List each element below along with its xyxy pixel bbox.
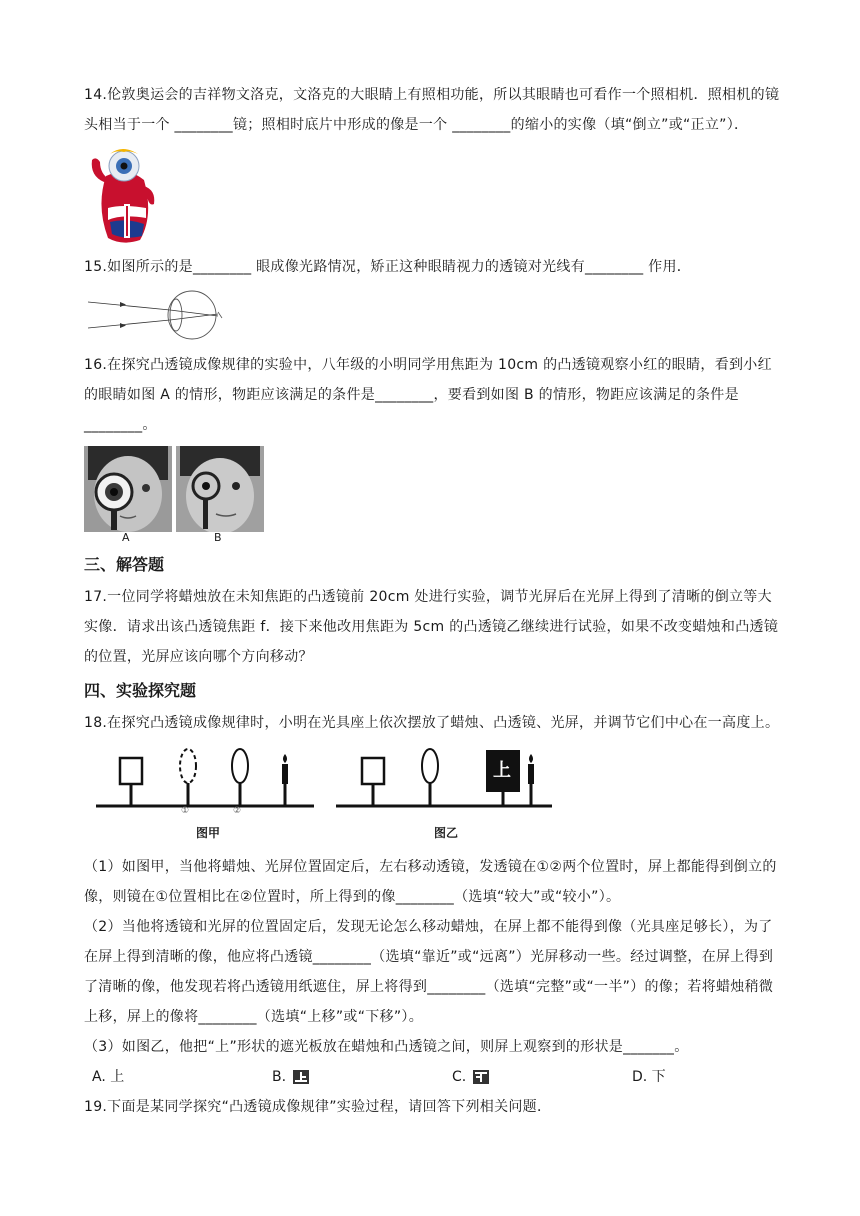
question-19-text: 19.下面是某同学探究“凸透镜成像规律”实验过程，请回答下列相关问题． (84, 1099, 552, 1115)
question-16-text: 16.在探究凸透镜成像规律的实验中，八年级的小明同学用焦距为 10cm 的凸透镜观察小红的眼睛，看到小红的眼睛如图 A 的情形，物距应该满足的条件是________，要看到如图 B 的情形，物距应该满足的条件是________。 (84, 357, 772, 433)
photo-b (176, 446, 264, 546)
figure-jia-label: 图甲 (196, 826, 221, 840)
photo-a-label: A (122, 531, 130, 544)
question-18-sub1: （1）如图甲，当他将蜡烛、光屏位置固定后，左右移动透镜，发透镜在①②两个位置时，屏上都能得到倒立的像，则镜在①位置相比在②位置时，所上得到的像________（选填“较大”或“较小”）。 (84, 859, 777, 905)
option-a[interactable] (92, 1062, 272, 1092)
question-18-sub2: （2）当他将透镜和光屏的位置固定后，发现无论怎么移动蜡烛，在屏上都不能得到像（光具座足够长），为了在屏上得到清晰的像，他应将凸透镜________（选填“靠近”或“远离”）光屏移动一些。经过调整，在屏上得到了清晰的像，他发现若将凸透镜用纸遮住，屏上将得到________（选填“完整”或“一半”）的像；若将蜡烛稍微上移，屏上的像将________（选填“上移”或“下移”）。 (84, 919, 774, 1025)
section-4-heading: 四、实验探究题 (84, 681, 197, 700)
option-b-label: B. (272, 1069, 287, 1085)
magnifier-photos (84, 446, 264, 546)
question-17-text: 17.一位同学将蜡烛放在未知焦距的凸透镜前 20cm 处进行实验，调节光屏后在光屏上得到了清晰的倒立等大实像．请求出该凸透镜焦距 f．接下来他改用焦距为 5cm 的凸透镜乙继续进行试验，如果不改变蜡烛和凸透镜的位置，光屏应该向哪个方向移动？ (84, 589, 779, 665)
eye-ray-diagram (86, 288, 224, 342)
option-c-glyph-icon (473, 1070, 489, 1084)
option-c-label: C. (452, 1069, 467, 1085)
photo-b-label: B (214, 531, 222, 544)
mascot-figure (86, 146, 158, 246)
question-18-text: 18.在探究凸透镜成像规律时，小明在光具座上依次摆放了蜡烛、凸透镜、光屏，并调节它们中心在一高度上。 (84, 715, 780, 731)
option-d[interactable] (632, 1062, 732, 1092)
answer-options (92, 1062, 732, 1092)
question-15-text: 15.如图所示的是________ 眼成像光路情况，矫正这种眼睛视力的透镜对光线有________ 作用． (84, 259, 692, 275)
question-14-text: 14.伦敦奥运会的吉祥物文洛克，文洛克的大眼睛上有照相功能，所以其眼睛也可看作一个照相机．照相机的镜头相当于一个 ________镜；照相时底片中形成的像是一个 ________的缩小的实像（填“倒立”或“正立”）． (84, 87, 780, 133)
option-a-label: A. 上 (92, 1069, 125, 1085)
position-mark-2: ② (233, 806, 242, 816)
section-3-heading: 三、解答题 (84, 555, 165, 574)
option-c[interactable] (452, 1062, 632, 1092)
option-b[interactable] (272, 1062, 452, 1092)
position-mark-1: ① (181, 806, 190, 816)
optical-bench-figure (90, 746, 556, 848)
option-b-glyph-icon (293, 1070, 309, 1084)
option-d-label: D. 下 (632, 1069, 666, 1085)
shading-board-char: 上 (493, 760, 511, 781)
question-18-sub3: （3）如图乙，他把“上”形状的遮光板放在蜡烛和凸透镜之间，则屏上观察到的形状是_______。 (84, 1039, 689, 1055)
photo-a (84, 446, 172, 546)
worksheet-page (84, 80, 784, 1122)
figure-yi-label: 图乙 (434, 826, 459, 840)
